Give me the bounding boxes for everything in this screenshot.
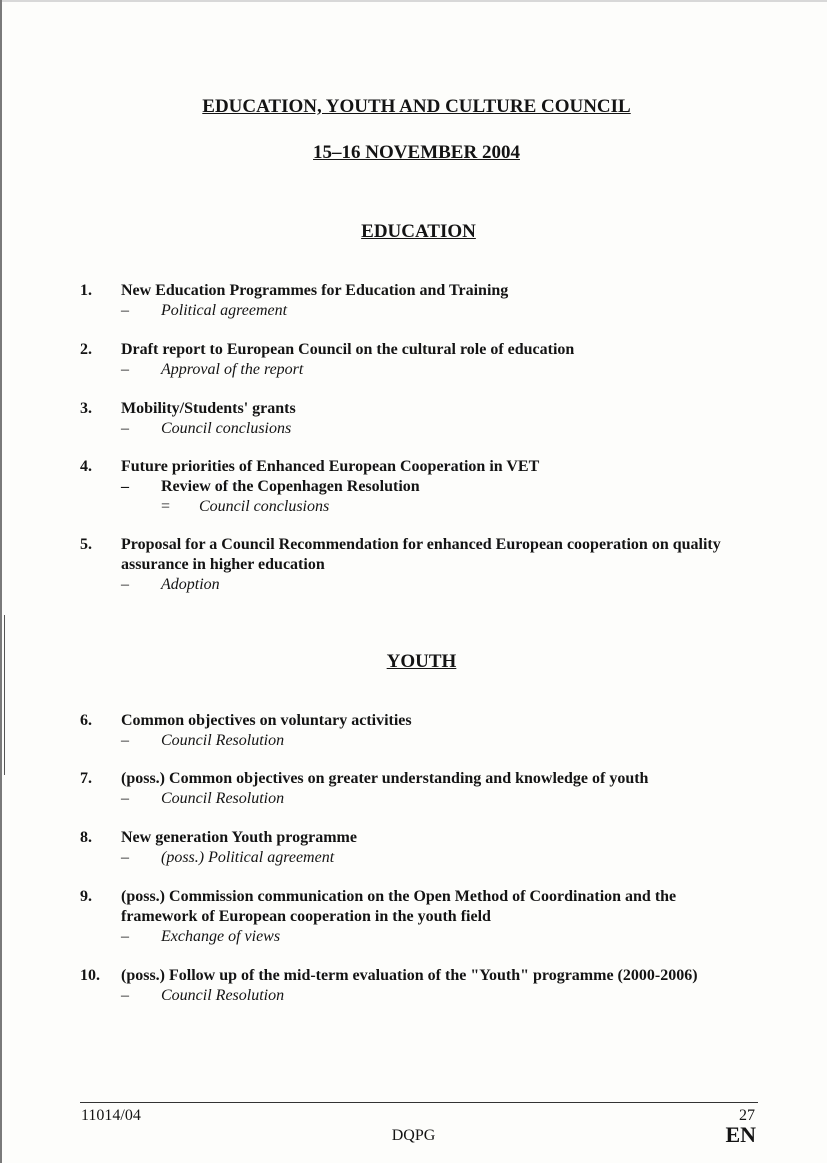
page-number: 27 <box>739 1107 755 1124</box>
item-sub-text: Political agreement <box>161 302 288 319</box>
scan-border-top <box>0 0 827 2</box>
agenda-item <box>80 281 770 321</box>
item-subsub-text: Council conclusions <box>199 498 330 515</box>
scan-mark <box>4 615 5 775</box>
item-heading-line2: framework of European cooperation in the youth field <box>121 908 491 925</box>
item-sub <box>121 927 770 947</box>
item-number: 5. <box>80 536 92 553</box>
dash-bullet: – <box>121 420 129 437</box>
item-heading-line1: Proposal for a Council Recommendation for enhanced European cooperation on quality <box>121 536 721 553</box>
dash-bullet: – <box>121 928 129 945</box>
item-heading: Mobility/Students' grants <box>121 400 296 417</box>
dash-bullet: – <box>121 790 129 807</box>
item-sub-text: Council Resolution <box>161 790 285 807</box>
item-sub <box>121 789 770 809</box>
item-heading-line1: (poss.) Commission communication on the Open Method of Coordination and the <box>121 888 677 905</box>
section-title-education: EDUCATION <box>361 221 476 242</box>
item-heading: Draft report to European Council on the cultural role of education <box>121 341 575 358</box>
item-number: 3. <box>80 400 92 417</box>
item-heading: Common objectives on voluntary activities <box>121 712 412 729</box>
item-sub-text: Council Resolution <box>161 732 285 749</box>
agenda-item <box>80 457 770 517</box>
item-number: 8. <box>80 829 92 846</box>
equals-bullet: = <box>161 498 171 515</box>
item-sub <box>121 360 770 380</box>
item-sub-text: (poss.) Political agreement <box>161 849 335 866</box>
item-sub <box>121 477 770 497</box>
council-title: EDUCATION, YOUTH AND CULTURE COUNCIL <box>202 96 631 117</box>
item-heading-line2: assurance in higher education <box>121 556 325 573</box>
scan-border-left <box>0 0 2 1163</box>
document-reference: 11014/04 <box>81 1107 141 1124</box>
item-sub <box>121 301 770 321</box>
item-sub-text: Review of the Copenhagen Resolution <box>161 478 420 495</box>
agenda-item <box>80 711 770 751</box>
dash-bullet: – <box>121 576 129 593</box>
dash-bullet: – <box>121 849 129 866</box>
agenda-item <box>80 966 770 1006</box>
item-subsub <box>161 497 770 517</box>
footer-divider <box>80 1102 758 1103</box>
item-sub <box>121 986 770 1006</box>
item-number: 9. <box>80 888 92 905</box>
item-sub-text: Council conclusions <box>161 420 292 437</box>
item-heading: Future priorities of Enhanced European Cooperation in VET <box>121 458 540 475</box>
item-heading: (poss.) Follow up of the mid-term evaluation of the "Youth" programme (2000-2006) <box>121 967 698 984</box>
agenda-item <box>80 769 770 809</box>
dash-bullet: – <box>121 302 129 319</box>
language-code: EN <box>725 1122 756 1147</box>
department-code: DQPG <box>391 1127 436 1144</box>
dash-bullet: – <box>121 987 129 1004</box>
dash-bullet: – <box>121 361 129 378</box>
item-sub <box>121 848 770 868</box>
dash-bullet: – <box>121 478 129 495</box>
item-heading: New Education Programmes for Education and Training <box>121 282 509 299</box>
item-number: 2. <box>80 341 92 358</box>
item-sub-text: Adoption <box>161 576 220 593</box>
agenda-item <box>80 340 770 380</box>
agenda-item <box>80 535 770 595</box>
item-sub <box>121 731 770 751</box>
agenda-item <box>80 399 770 439</box>
meeting-date: 15–16 NOVEMBER 2004 <box>313 142 520 163</box>
agenda-item <box>80 828 770 868</box>
item-heading: (poss.) Common objectives on greater understanding and knowledge of youth <box>121 770 649 787</box>
item-number: 10. <box>80 967 100 984</box>
item-sub-text: Approval of the report <box>161 361 304 378</box>
item-sub-text: Council Resolution <box>161 987 285 1004</box>
dash-bullet: – <box>121 732 129 749</box>
item-sub-text: Exchange of views <box>161 928 281 945</box>
item-number: 7. <box>80 770 92 787</box>
item-sub <box>121 419 770 439</box>
item-number: 4. <box>80 458 92 475</box>
item-number: 1. <box>80 282 92 299</box>
item-heading: New generation Youth programme <box>121 829 357 846</box>
item-sub <box>121 575 770 595</box>
agenda-item <box>80 887 770 947</box>
section-title-youth: YOUTH <box>386 651 457 672</box>
item-number: 6. <box>80 712 92 729</box>
